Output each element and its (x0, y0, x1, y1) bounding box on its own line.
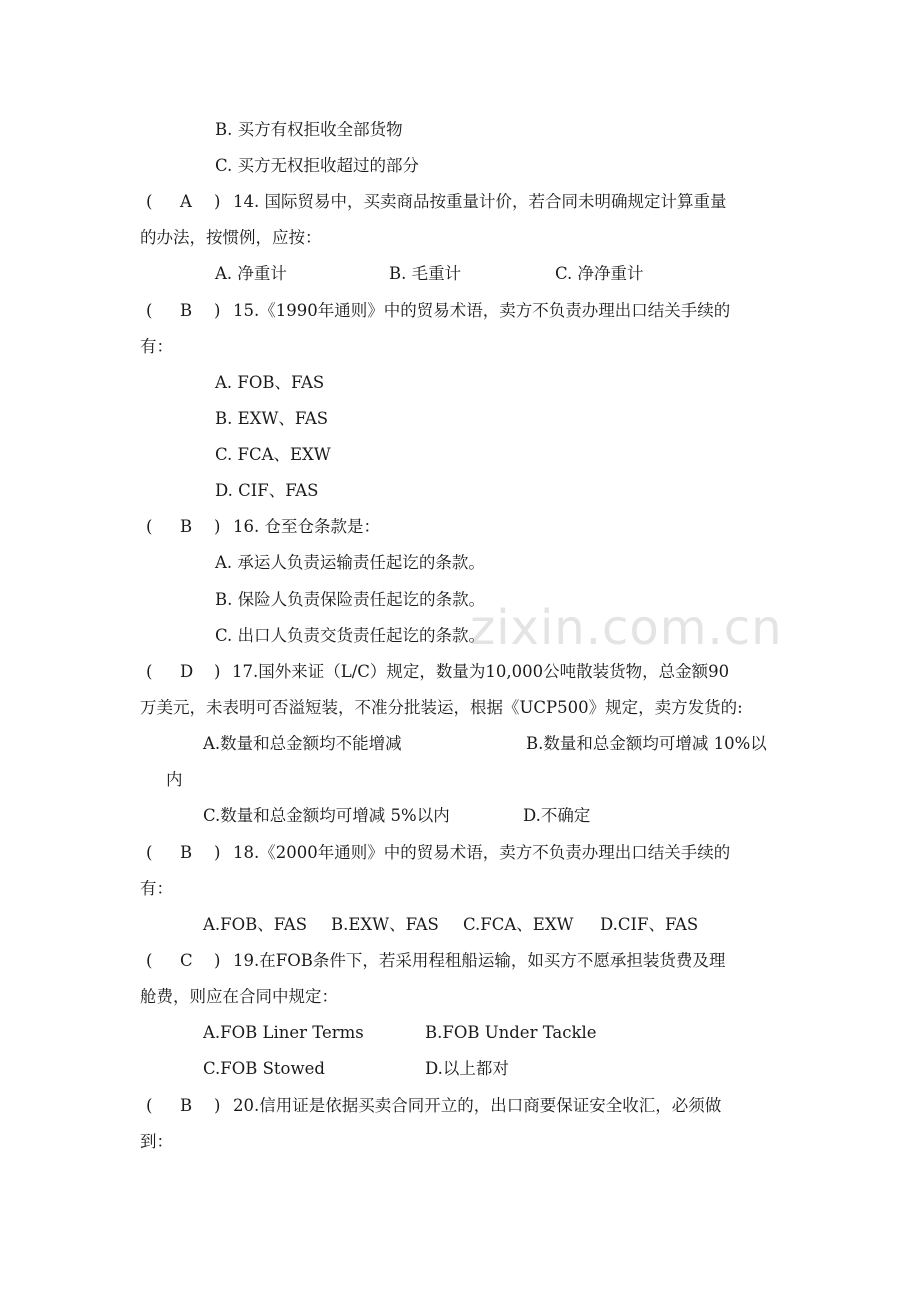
text-line-q14-c: C. 净净重计 (555, 264, 644, 283)
text-line-q19-text: 19.在FOB条件下，若采用程租船运输，如买方不愿承担装货费及理 (233, 951, 726, 970)
text-line-q19-d: D.以上都对 (425, 1059, 509, 1078)
answer-letter-q15: B (180, 301, 193, 320)
text-line-q18-c: C.FCA、EXW (463, 915, 574, 934)
text-line-q18-cont: 有： (140, 879, 173, 898)
answer-letter-q16: B (180, 517, 193, 536)
text-line-q15-text: 15.《1990年通则》中的贸易术语，卖方不负责办理出口结关手续的 (233, 301, 731, 320)
answer-close-paren-q15: ) (214, 301, 221, 320)
answer-open-paren-q17: ( (146, 662, 153, 681)
answer-letter-q20: B (180, 1096, 193, 1115)
answer-open-paren-q19: ( (146, 951, 153, 970)
text-line-q15-c: C. FCA、EXW (215, 445, 331, 464)
text-line-q17-cont: 万美元，未表明可否溢短装，不准分批装运，根据《UCP500》规定，卖方发货的: (140, 698, 743, 717)
answer-open-paren-q20: ( (146, 1096, 153, 1115)
text-line-q13-c: C. 买方无权拒收超过的部分 (215, 156, 420, 175)
text-line-q14-cont: 的办法，按惯例，应按： (140, 228, 322, 247)
text-line-q13-b: B. 买方有权拒收全部货物 (215, 120, 403, 139)
text-line-q16-b: B. 保险人负责保险责任起讫的条款。 (215, 590, 486, 609)
text-line-q15-d: D. CIF、FAS (215, 481, 319, 500)
watermark: zixin.com.cn (470, 600, 783, 656)
text-line-q15-a: A. FOB、FAS (215, 373, 325, 392)
text-line-q20-cont: 到： (140, 1132, 173, 1151)
text-line-q17-b: B.数量和总金额均可增减 10%以 (526, 734, 767, 753)
text-line-q19-c: C.FOB Stowed (203, 1059, 325, 1078)
text-line-q16-a: A. 承运人负责运输责任起讫的条款。 (215, 553, 485, 572)
text-line-q20-text: 20.信用证是依据买卖合同开立的，出口商要保证安全收汇，必须做 (233, 1096, 722, 1115)
answer-close-paren-q16: ) (214, 517, 221, 536)
answer-letter-q17: D (180, 662, 194, 681)
text-line-q17-text: 17.国外来证（L/C）规定，数量为10,000公吨散装货物，总金额90 (232, 662, 730, 681)
answer-open-paren-q16: ( (146, 517, 153, 536)
answer-close-paren-q19: ) (214, 951, 221, 970)
answer-letter-q18: B (180, 843, 193, 862)
answer-letter-q14: A (180, 192, 192, 211)
text-line-q15-cont: 有： (140, 337, 173, 356)
text-line-q17-a: A.数量和总金额均不能增减 (203, 734, 402, 753)
text-line-q15-b: B. EXW、FAS (215, 409, 329, 428)
text-line-q18-text: 18.《2000年通则》中的贸易术语，卖方不负责办理出口结关手续的 (233, 843, 731, 862)
text-line-q14-text: 14. 国际贸易中，买卖商品按重量计价，若合同未明确规定计算重量 (233, 192, 727, 211)
text-line-q16-text: 16. 仓至仓条款是： (233, 517, 380, 536)
answer-open-paren-q15: ( (146, 301, 153, 320)
answer-close-paren-q17: ) (214, 662, 221, 681)
text-line-q17-d: D.不确定 (523, 806, 591, 825)
answer-open-paren-q18: ( (146, 843, 153, 862)
answer-close-paren-q14: ) (214, 192, 221, 211)
answer-close-paren-q18: ) (214, 843, 221, 862)
text-line-q18-a: A.FOB、FAS (203, 915, 307, 934)
text-line-q19-a: A.FOB Liner Terms (203, 1023, 364, 1042)
answer-letter-q19: C (180, 951, 193, 970)
text-line-q18-b: B.EXW、FAS (331, 915, 439, 934)
text-line-q14-a: A. 净重计 (215, 264, 287, 283)
text-line-q17-b-cont: 内 (166, 770, 183, 789)
answer-close-paren-q20: ) (214, 1096, 221, 1115)
answer-open-paren-q14: ( (146, 192, 153, 211)
text-line-q18-d: D.CIF、FAS (600, 915, 699, 934)
text-line-q17-c: C.数量和总金额均可增减 5%以内 (203, 806, 450, 825)
text-line-q19-b: B.FOB Under Tackle (425, 1023, 597, 1042)
text-line-q16-c: C. 出口人负责交货责任起讫的条款。 (215, 626, 486, 645)
text-line-q14-b: B. 毛重计 (389, 264, 462, 283)
text-line-q19-cont: 舱费，则应在合同中规定： (140, 987, 338, 1006)
